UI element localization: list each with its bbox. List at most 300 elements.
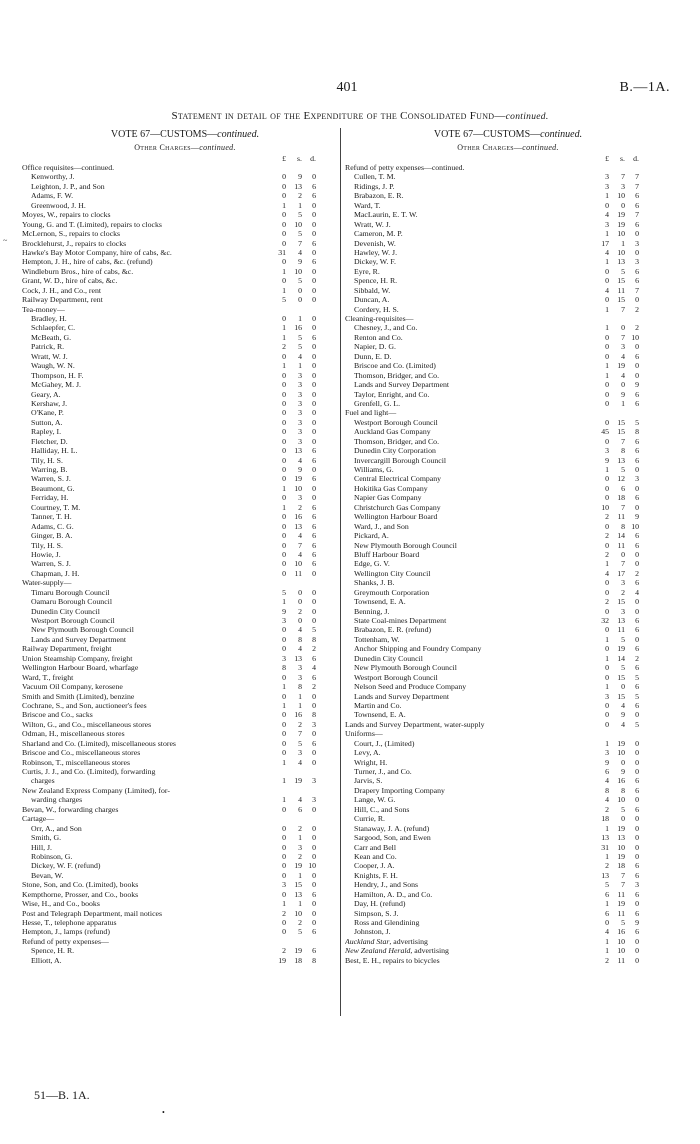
pence-value: 2 — [635, 568, 639, 578]
entry-label: O'Kane, P. — [31, 408, 64, 418]
entry-label: Dunn, E. D. — [354, 351, 392, 361]
expenditure-row — [345, 493, 671, 502]
pounds-value: 0 — [282, 918, 286, 927]
shillings-value: 5 — [298, 342, 302, 352]
expenditure-row — [22, 559, 348, 568]
shillings-value: 10 — [294, 908, 302, 918]
shillings-value: 1 — [298, 700, 302, 710]
entry-label: Wright, H. — [354, 757, 388, 767]
expenditure-row — [345, 597, 671, 606]
entry-label: Refund of petty expenses— — [22, 936, 109, 946]
entry-label: Chesney, J., and Co. — [354, 323, 418, 333]
pounds-value: 3 — [282, 616, 286, 625]
shillings-value: 14 — [617, 531, 625, 541]
entry-label: Briscoe and Co., miscellaneous stores — [22, 748, 141, 758]
shillings-value: 17 — [617, 568, 625, 578]
expenditure-row — [22, 758, 348, 767]
pence-value: 0 — [635, 710, 639, 720]
pounds-value: 4 — [605, 247, 609, 257]
expenditure-row — [345, 239, 671, 248]
shillings-value: 10 — [294, 483, 302, 493]
entry-label: Central Electrical Company — [354, 474, 442, 484]
pence-value: 10 — [308, 861, 316, 871]
shillings-value: 7 — [621, 172, 625, 182]
shillings-value: 5 — [621, 266, 625, 276]
pence-value: 6 — [312, 502, 316, 512]
shillings-value: 0 — [621, 323, 625, 333]
entry-label: Hawley, W. J. — [354, 247, 398, 257]
shillings-value: 2 — [621, 587, 625, 597]
column-divider — [340, 128, 341, 1016]
expenditure-row — [22, 767, 348, 776]
entry-label: Sharland and Co. (Limited), miscellaneous stores — [22, 738, 176, 748]
shillings-value: 4 — [298, 531, 302, 541]
page-number: 401 — [336, 80, 358, 95]
pence-value: 0 — [312, 757, 316, 767]
pounds-value: 31 — [601, 842, 609, 852]
entry-label: Wellington Harbour Board, wharfage — [22, 663, 139, 673]
entry-label: Rapley, I. — [31, 427, 62, 437]
shillings-value: 15 — [617, 597, 625, 607]
pence-value: 0 — [635, 899, 639, 909]
expenditure-row — [345, 276, 671, 285]
shillings-value: 15 — [617, 427, 625, 437]
pounds-value: 1 — [605, 634, 609, 644]
entry-label: Benning, J. — [354, 606, 390, 616]
pence-value: 6 — [635, 785, 639, 795]
expenditure-row — [22, 323, 348, 332]
pence-value: 0 — [312, 361, 316, 371]
pounds-value: 5 — [282, 295, 286, 305]
pounds-value: 1 — [605, 899, 609, 909]
shillings-value: 11 — [617, 625, 625, 635]
expenditure-row — [22, 399, 348, 408]
entry-label: Briscoe and Co., sacks — [22, 710, 93, 720]
pence-value: 0 — [312, 247, 316, 257]
expenditure-row — [22, 739, 348, 748]
pounds-value: 0 — [605, 719, 609, 729]
pounds-value: 6 — [605, 908, 609, 918]
left-other-charges-title: Other Charges— — [134, 143, 200, 152]
section-heading — [345, 408, 671, 417]
pounds-value: 1 — [605, 361, 609, 371]
shillings-value: 0 — [621, 200, 625, 210]
expenditure-row — [345, 390, 671, 399]
left-other-charges-heading — [22, 142, 348, 154]
shillings-value: 4 — [621, 719, 625, 729]
shillings-value: 11 — [617, 540, 625, 550]
shillings-value: 3 — [298, 380, 302, 390]
pounds-value: 0 — [605, 436, 609, 446]
pounds-value: 0 — [605, 332, 609, 342]
section-heading — [345, 314, 671, 323]
entry-label: Westport Borough Council — [354, 417, 438, 427]
pence-value: 8 — [635, 427, 639, 437]
pence-value: 0 — [312, 465, 316, 474]
section-heading — [22, 814, 348, 823]
shillings-value: 7 — [621, 304, 625, 314]
shillings-value: 10 — [617, 842, 625, 852]
pence-value: 6 — [635, 276, 639, 286]
expenditure-row — [22, 474, 348, 483]
expenditure-row — [345, 522, 671, 531]
entry-label: Thomson, Bridger, and Co. — [354, 436, 440, 446]
entry-label: Westport Borough Council — [354, 672, 438, 682]
shillings-value: 4 — [621, 351, 625, 361]
pence-value: 0 — [312, 342, 316, 352]
shillings-value: 15 — [617, 691, 625, 701]
shillings-value: 13 — [294, 653, 302, 663]
pence-value: 0 — [312, 483, 316, 493]
pounds-value: 0 — [605, 672, 609, 682]
pounds-value: 1 — [282, 361, 286, 371]
pounds-value: 1 — [282, 483, 286, 493]
expenditure-row — [345, 616, 671, 625]
pounds-value: 0 — [605, 474, 609, 484]
entry-label: Best, E. H., repairs to bicycles — [345, 955, 440, 965]
entry-label: Jarvis, S. — [354, 776, 383, 786]
expenditure-row — [345, 333, 671, 342]
pounds-value: 4 — [605, 776, 609, 786]
shillings-value: 10 — [294, 219, 302, 229]
entry-label: Wellington City Council — [354, 568, 431, 578]
entry-label: Wratt, W. J. — [354, 219, 391, 229]
entry-label: Ward, T. — [354, 200, 381, 210]
pence-value: 6 — [312, 181, 316, 191]
pence-value: 0 — [312, 851, 316, 861]
entry-label: Smith, G. — [31, 833, 62, 843]
pence-value: 0 — [312, 276, 316, 286]
pounds-value: 13 — [601, 833, 609, 843]
expenditure-row — [345, 880, 671, 889]
pence-value: 0 — [635, 370, 639, 380]
expenditure-row — [22, 748, 348, 757]
pence-value: 6 — [635, 389, 639, 399]
expenditure-row — [22, 191, 348, 200]
shillings-value: 10 — [617, 247, 625, 257]
section-heading — [22, 578, 348, 587]
shillings-value: 16 — [617, 776, 625, 786]
pounds-value: 13 — [601, 870, 609, 880]
expenditure-row — [345, 956, 671, 965]
expenditure-row — [22, 531, 348, 540]
pence-value: 3 — [312, 719, 316, 729]
shillings-value: 7 — [298, 729, 302, 739]
expenditure-row — [345, 795, 671, 804]
entry-label: Warren, S. J. — [31, 559, 71, 569]
expenditure-row — [22, 843, 348, 852]
pence-value: 7 — [635, 172, 639, 182]
pounds-value: 0 — [282, 927, 286, 937]
pence-value: 6 — [635, 266, 639, 276]
entry-label: Townsend, E. A. — [354, 597, 406, 607]
shillings-value: 15 — [617, 672, 625, 682]
entry-label: Windleburn Bros., hire of cabs, &c. — [22, 266, 134, 276]
pence-value: 2 — [312, 644, 316, 654]
entry-label: Howie, J. — [31, 549, 61, 559]
entry-label: Cullen, T. M. — [354, 172, 396, 182]
pence-value: 0 — [312, 899, 316, 909]
pence-value: 0 — [312, 200, 316, 210]
pence-value: 0 — [635, 795, 639, 805]
expenditure-row — [345, 748, 671, 757]
shillings-value: 19 — [294, 861, 302, 871]
pounds-value: 0 — [605, 295, 609, 305]
pence-value: 6 — [312, 332, 316, 342]
shillings-value: 2 — [298, 606, 302, 616]
shillings-header: s. — [297, 154, 302, 163]
shillings-value: 10 — [617, 936, 625, 946]
pence-value: 7 — [635, 285, 639, 295]
expenditure-row — [22, 267, 348, 276]
expenditure-row — [345, 767, 671, 776]
left-vote-heading — [22, 128, 348, 142]
pounds-value: 0 — [605, 540, 609, 550]
pounds-value: 1 — [282, 200, 286, 210]
shillings-value: 11 — [617, 955, 625, 965]
pounds-value: 0 — [282, 181, 286, 191]
pence-value: 0 — [635, 833, 639, 843]
right-other-charges-title: Other Charges— — [457, 143, 523, 152]
entry-label: Cochrane, S., and Son, auctioneer's fees — [22, 700, 147, 710]
shillings-value: 0 — [298, 285, 302, 295]
pence-value: 0 — [312, 880, 316, 890]
entry-label: Hokitika Gas Company — [354, 483, 428, 493]
entry-label: Currie, R. — [354, 814, 385, 824]
pence-value: 0 — [635, 955, 639, 965]
pounds-value: 2 — [282, 908, 286, 918]
pence-value: 8 — [312, 634, 316, 644]
pounds-value: 0 — [605, 700, 609, 710]
pounds-value: 2 — [605, 804, 609, 814]
pence-value: 6 — [312, 257, 316, 267]
entry-label: Edge, G. V. — [354, 559, 390, 569]
expenditure-row — [22, 861, 348, 870]
pence-value: 0 — [312, 266, 316, 276]
left-vote-title: VOTE 67—CUSTOMS— — [110, 129, 218, 140]
left-column-headers — [22, 154, 348, 163]
entry-label: charges — [31, 776, 55, 786]
pounds-value: 18 — [601, 814, 609, 824]
footer-mark: • — [162, 1108, 165, 1117]
expenditure-row — [345, 776, 671, 785]
expenditure-row — [22, 692, 348, 701]
expenditure-row — [345, 380, 671, 389]
entry-label: Stanaway, J. A. (refund) — [354, 823, 430, 833]
pounds-value: 1 — [605, 936, 609, 946]
pounds-value: 4 — [605, 795, 609, 805]
entry-label: Dickey, W. F. (refund) — [31, 861, 101, 871]
shillings-value: 15 — [617, 417, 625, 427]
left-entries — [22, 163, 348, 965]
entry-label: New Zealand Express Company (Limited), for- — [22, 785, 170, 795]
entry-label: Tea-money— — [22, 304, 65, 314]
pence-value: 6 — [312, 531, 316, 541]
entry-label: Cooper, J. A. — [354, 861, 395, 871]
expenditure-row — [22, 597, 348, 606]
right-other-charges-heading — [345, 142, 671, 154]
expenditure-row — [22, 333, 348, 342]
pounds-value: 0 — [605, 625, 609, 635]
expenditure-row — [22, 890, 348, 899]
expenditure-row — [345, 456, 671, 465]
entry-label: Fletcher, D. — [31, 436, 68, 446]
expenditure-row — [22, 371, 348, 380]
pence-value: 6 — [635, 663, 639, 673]
pence-value: 5 — [635, 719, 639, 729]
pence-value: 6 — [312, 559, 316, 569]
entry-label: Hill, C., and Sons — [354, 804, 410, 814]
shillings-value: 8 — [621, 521, 625, 531]
entry-label: Spence, H. R. — [31, 946, 75, 956]
shillings-value: 1 — [298, 899, 302, 909]
expenditure-row — [22, 833, 348, 842]
pence-value: 0 — [312, 597, 316, 607]
pence-value: 6 — [312, 889, 316, 899]
shillings-value: 9 — [621, 389, 625, 399]
entry-label: Lange, W. G. — [354, 795, 396, 805]
pounds-value: 2 — [605, 955, 609, 965]
shillings-value: 0 — [621, 682, 625, 692]
section-heading — [22, 305, 348, 314]
pence-value: 0 — [635, 767, 639, 776]
entry-label: Ross and Glendining — [354, 918, 420, 927]
entry-label: Office requisites—continued. — [22, 163, 115, 172]
expenditure-row — [345, 833, 671, 842]
entry-label: Uniforms— — [345, 729, 383, 739]
pence-value: 0 — [312, 380, 316, 390]
expenditure-row — [345, 937, 671, 946]
pence-value: 0 — [312, 842, 316, 852]
pence-value: 0 — [635, 851, 639, 861]
shillings-value: 4 — [298, 549, 302, 559]
shillings-value: 18 — [294, 955, 302, 965]
expenditure-row — [345, 210, 671, 219]
entry-label: Napier, D. G. — [354, 342, 396, 352]
entry-label: Auckland Gas Company — [354, 427, 431, 437]
shillings-value: 7 — [621, 502, 625, 512]
expenditure-row — [345, 295, 671, 304]
pence-value: 6 — [312, 238, 316, 248]
entry-label: Napier Gas Company — [354, 493, 422, 503]
expenditure-row — [22, 918, 348, 927]
shillings-value: 4 — [298, 795, 302, 805]
shillings-value: 6 — [621, 483, 625, 493]
entry-label: Lands and Survey Department, water-supply — [345, 719, 485, 729]
pence-value: 0 — [635, 597, 639, 607]
shillings-value: 11 — [617, 889, 625, 899]
pence-value: 6 — [312, 738, 316, 748]
pounds-value: 1 — [605, 229, 609, 239]
entry-label: Cameron, M. P. — [354, 229, 403, 239]
pounds-value: 1 — [282, 899, 286, 909]
entry-label: Ridings, J. P. — [354, 181, 395, 191]
pence-value: 0 — [312, 351, 316, 361]
pounds-value: 4 — [605, 210, 609, 220]
pounds-value: 1 — [605, 823, 609, 833]
pounds-value: 1 — [605, 653, 609, 663]
expenditure-row — [345, 871, 671, 880]
entry-label: Oamaru Borough Council — [31, 597, 112, 607]
expenditure-row — [22, 588, 348, 597]
pounds-value: 4 — [605, 927, 609, 937]
right-entries — [345, 163, 671, 965]
pence-value: 0 — [635, 549, 639, 559]
entry-label: Greymouth Corporation — [354, 587, 430, 597]
shillings-value: 15 — [617, 276, 625, 286]
shillings-value: 1 — [298, 361, 302, 371]
expenditure-row — [345, 248, 671, 257]
pounds-value: 0 — [282, 823, 286, 833]
pence-value: 0 — [635, 465, 639, 474]
pounds-value: 1 — [282, 795, 286, 805]
pence-value: 0 — [312, 833, 316, 843]
pounds-value: 1 — [605, 304, 609, 314]
pounds-value: 0 — [605, 483, 609, 493]
expenditure-row — [345, 843, 671, 852]
shillings-value: 14 — [617, 653, 625, 663]
right-vote-continued: continued. — [540, 129, 583, 140]
pence-value: 6 — [312, 927, 316, 937]
pounds-value: 4 — [605, 568, 609, 578]
entry-label: Thompson, H. F. — [31, 370, 84, 380]
entry-label: Invercargill Borough Council — [354, 455, 447, 465]
pounds-value: 0 — [282, 389, 286, 399]
expenditure-row — [345, 814, 671, 823]
shillings-value: 4 — [298, 625, 302, 635]
entry-label: Timaru Borough Council — [31, 587, 110, 597]
entry-label: Johnston, J. — [354, 927, 391, 937]
entry-label: Thomson, Bridger, and Co. — [354, 370, 440, 380]
shillings-value: 19 — [294, 776, 302, 786]
pounds-value: 0 — [282, 314, 286, 323]
pounds-value: 0 — [282, 729, 286, 739]
entry-label: Cartage— — [22, 814, 55, 824]
shillings-value: 19 — [617, 644, 625, 654]
expenditure-row — [22, 352, 348, 361]
expenditure-row — [345, 607, 671, 616]
pounds-header: £ — [282, 154, 286, 163]
entry-label: Brabazon, E. R. — [354, 191, 404, 201]
expenditure-row — [22, 182, 348, 191]
left-other-charges-continued: continued. — [199, 143, 236, 152]
expenditure-row — [22, 286, 348, 295]
expenditure-row — [22, 503, 348, 512]
entry-label: Kean and Co. — [354, 851, 397, 861]
pence-value: 8 — [312, 710, 316, 720]
shillings-value: 13 — [294, 889, 302, 899]
shillings-value: 3 — [298, 842, 302, 852]
entry-label: McLernon, S., repairs to clocks — [22, 229, 121, 239]
shillings-value: 19 — [617, 361, 625, 371]
pence-value: 6 — [312, 946, 316, 956]
pence-value: 6 — [312, 653, 316, 663]
pounds-value: 0 — [605, 644, 609, 654]
pounds-value: 3 — [605, 219, 609, 229]
expenditure-row — [345, 418, 671, 427]
expenditure-row — [345, 692, 671, 701]
expenditure-row — [345, 229, 671, 238]
pence-value: 2 — [635, 653, 639, 663]
expenditure-row — [345, 805, 671, 814]
expenditure-row — [345, 201, 671, 210]
expenditure-row — [345, 625, 671, 634]
shillings-value: 7 — [621, 332, 625, 342]
pounds-value: 0 — [282, 493, 286, 503]
entry-label: Tily, H. S. — [31, 455, 63, 465]
entry-label: Cleaning-requisites— — [345, 314, 414, 323]
expenditure-row — [345, 663, 671, 672]
